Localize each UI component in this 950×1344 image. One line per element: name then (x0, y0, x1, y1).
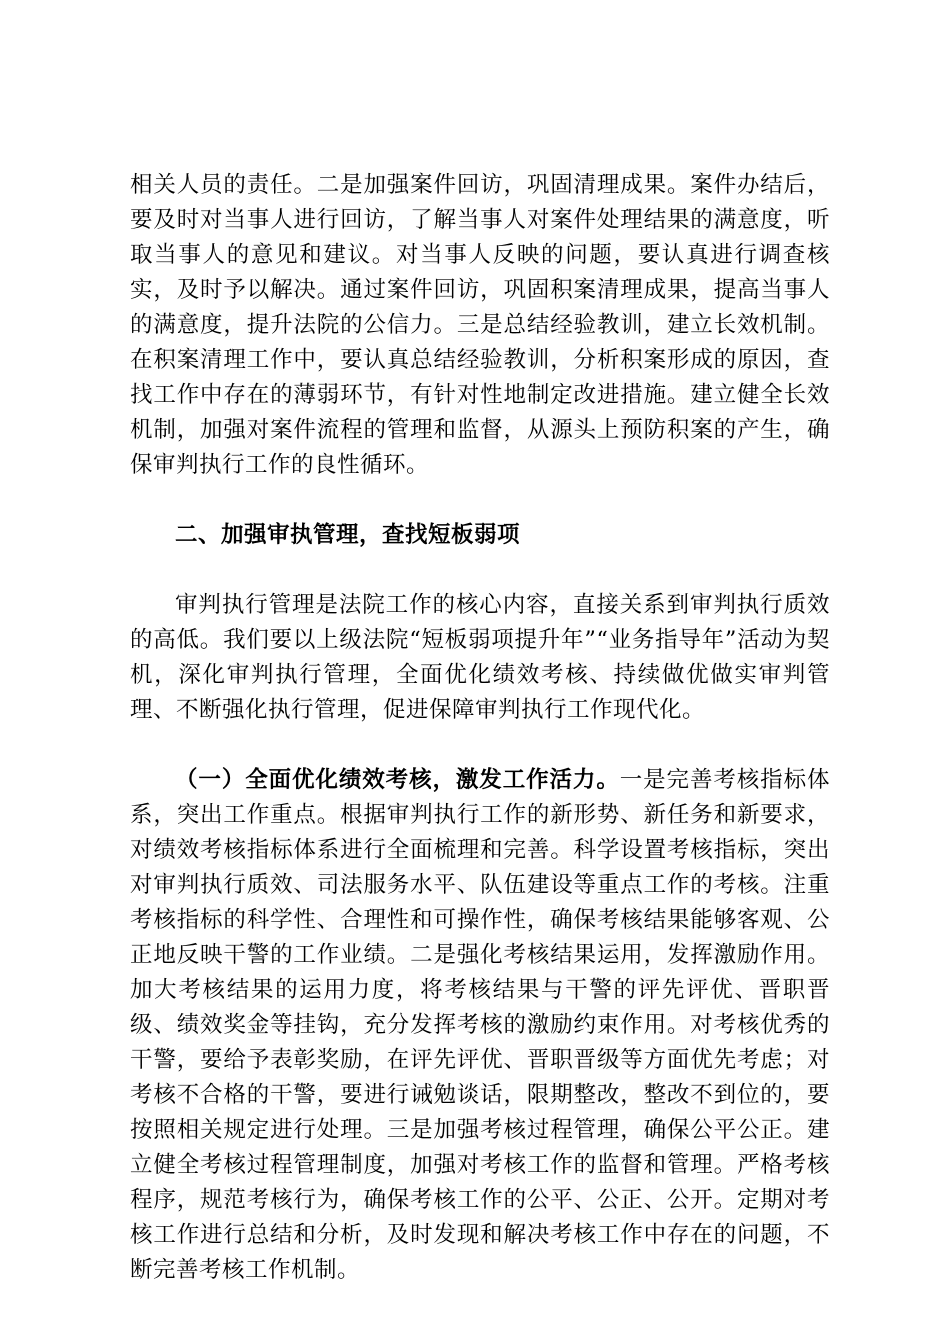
body-paragraph-3 (130, 763, 830, 1288)
body-paragraph-3-text: 一是完善考核指标体系，突出工作重点。根据审判执行工作的新形势、新任务和新要求，对绩效考核指标体系进行全面梳理和完善。科学设置考核指标，突出对审判执行质效、司法服务水平、队伍建设等重点工作的考核。注重考核指标的科学性、合理性和可操作性，确保考核结果能够客观、公正地反映干警的工作业绩。二是强化考核结果运用，发挥激励作用。加大考核结果的运用力度，将考核结果与干警的评先评优、晋职晋级、绩效奖金等挂钩，充分发挥考核的激励约束作用。对考核优秀的干警，要给予表彰奖励，在评先评优、晋职晋级等方面优先考虑；对考核不合格的干警，要进行诫勉谈话，限期整改，整改不到位的，要按照相关规定进行处理。三是加强考核过程管理，确保公平公正。建立健全考核过程管理制度，加强对考核工作的监督和管理。严格考核程序，规范考核行为，确保考核工作的公平、公正、公开。定期对考核工作进行总结和分析，及时发现和解决考核工作中存在的问题，不断完善考核工作机制。 (130, 767, 830, 1283)
subsection-heading: （一）全面优化绩效考核，激发工作活力。 (175, 767, 620, 793)
body-paragraph-1: 相关人员的责任。二是加强案件回访，巩固清理成果。案件办结后，要及时对当事人进行回访，了解当事人对案件处理结果的满意度，听取当事人的意见和建议。对当事人反映的问题，要认真进行调查核实，及时予以解决。通过案件回访，巩固积案清理成果，提高当事人的满意度，提升法院的公信力。三是总结经验教训，建立长效机制。在积案清理工作中，要认真总结经验教训，分析积案形成的原因，查找工作中存在的薄弱环节，有针对性地制定改进措施。建立健全长效机制，加强对案件流程的管理和监督，从源头上预防积案的产生，确保审判执行工作的良性循环。 (130, 172, 830, 478)
document-page (130, 168, 830, 1288)
body-paragraph-2: 审判执行管理是法院工作的核心内容，直接关系到审判执行质效的高低。我们要以上级法院“短板弱项提升年”“业务指导年”活动为契机，深化审判执行管理，全面优化绩效考核、持续做优做实审判管理、不断强化执行管理，促进保障审判执行工作现代化。 (130, 592, 830, 723)
section-heading: 二、加强审执管理，查找短板弱项 (175, 522, 521, 548)
